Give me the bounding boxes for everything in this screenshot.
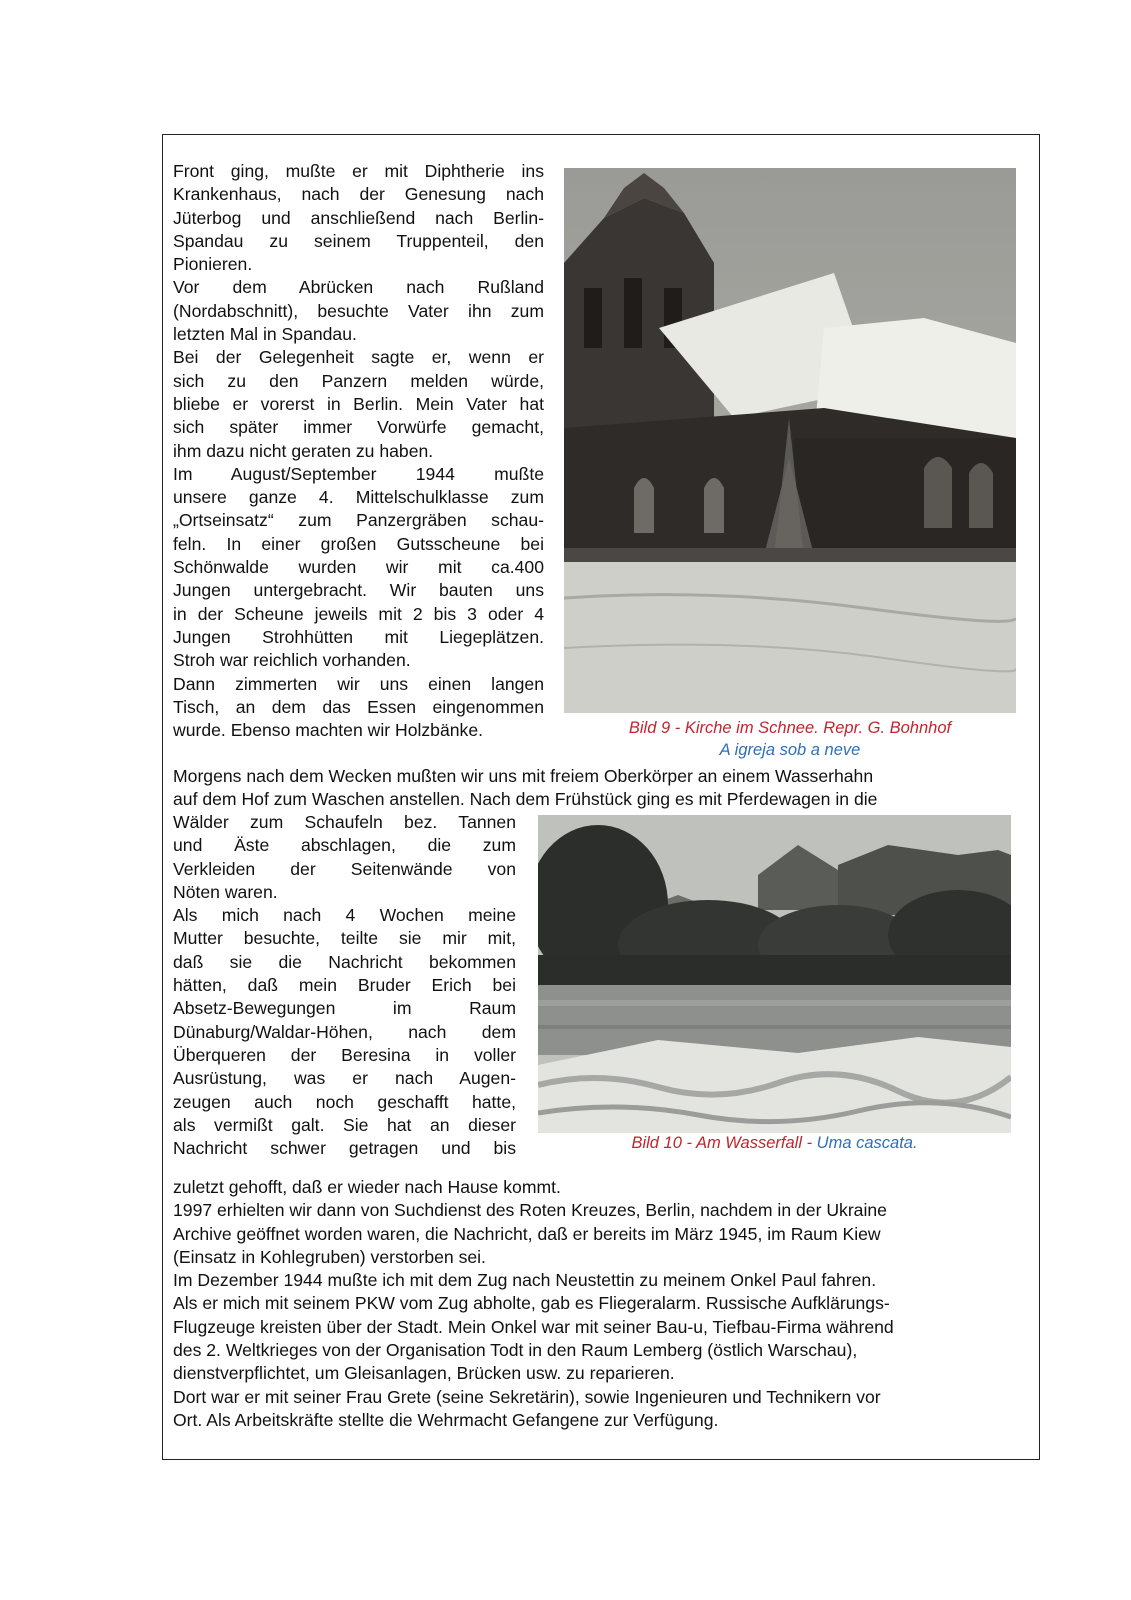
figure2-caption-de: Bild 10 - Am Wasserfall -	[631, 1134, 813, 1152]
text-line: Ort. Als Arbeitskräfte stellte die Wehrmacht Gefangene zur Verfügung.	[173, 1409, 719, 1430]
text-line: Flugzeuge kreisten über der Stadt. Mein Onkel war mit seiner Bau-u, Tiefbau-Firma während	[173, 1316, 894, 1337]
figure1-caption-pt	[564, 740, 1016, 761]
text-line: Nöten waren.	[173, 881, 278, 902]
figure1-caption-de-text: Bild 9 - Kirche im Schnee. Repr. G. Bohnhof	[628, 719, 952, 737]
text-line: Archive geöffnet worden waren, die Nachricht, daß er bereits im März 1945, im Raum Kiew	[173, 1223, 881, 1244]
text-line: bliebe er vorerst in Berlin. Mein Vater hat	[173, 393, 544, 414]
text-line: Jüterbog und anschließend nach Berlin-	[173, 207, 544, 228]
figure2-caption	[538, 1133, 1011, 1154]
text-line: sich später immer Vorwürfe gemacht,	[173, 417, 544, 438]
text-line: Nachricht schwer getragen und bis	[173, 1138, 516, 1159]
text-block-2	[173, 811, 516, 1160]
text-line: auf dem Hof zum Waschen anstellen. Nach dem Frühstück ging es mit Pferdewagen in die	[173, 789, 878, 810]
text-line: Als er mich mit seinem PKW vom Zug abholte, gab es Fliegeralarm. Russische Aufklärungs-	[173, 1293, 890, 1314]
text-line: Stroh war reichlich vorhanden.	[173, 650, 411, 671]
text-line: Verkleiden der Seitenwände von	[173, 858, 516, 879]
church-snow-image	[564, 168, 1016, 713]
text-line: zuletzt gehofft, daß er wieder nach Hause kommt.	[173, 1177, 561, 1197]
text-line: Jungen Strohhütten mit Liegeplätzen.	[173, 626, 544, 647]
text-line: Morgens nach dem Wecken mußten wir uns mit freiem Oberkörper an einem Wasserhahn	[173, 766, 874, 786]
text-line: wurde. Ebenso machten wir Holzbänke.	[173, 720, 484, 741]
text-line: Dort war er mit seiner Frau Grete (seine Sekretärin), sowie Ingenieuren und Technikern vor	[173, 1386, 881, 1407]
text-line: Ausrüstung, was er nach Augen-	[173, 1068, 516, 1089]
waterfall-image	[538, 815, 1011, 1133]
text-block-wide-2	[173, 1176, 1031, 1432]
text-line: des 2. Weltkrieges von der Organisation Todt in den Raum Lemberg (östlich Warschau),	[173, 1340, 858, 1361]
text-line: in der Scheune jeweils mit 2 bis 3 oder 4	[173, 603, 544, 624]
text-line: Jungen untergebracht. Wir bauten uns	[173, 580, 544, 601]
figure2-caption-pt: Uma cascata.	[816, 1134, 918, 1152]
text-line: Vor dem Abrücken nach Rußland	[173, 277, 544, 298]
text-line: ihm dazu nicht geraten zu haben.	[173, 440, 434, 461]
text-line: Pionieren.	[173, 254, 253, 275]
text-line: „Ortseinsatz“ zum Panzergräben schau-	[173, 510, 544, 531]
text-line: Dann zimmerten wir uns einen langen	[173, 673, 544, 694]
text-line: dienstverpflichtet, um Gleisanlagen, Brücken usw. zu reparieren.	[173, 1363, 675, 1384]
figure1-caption-pt-text: A igreja sob a neve	[719, 741, 861, 759]
text-line: Überqueren der Beresina in voller	[173, 1044, 516, 1065]
text-block-wide-1	[173, 765, 1031, 812]
figure1-caption-de	[564, 718, 1016, 739]
church-photo	[564, 168, 1016, 713]
text-line: Spandau zu seinem Truppenteil, den	[173, 230, 544, 251]
text-line: Schönwalde wurden wir mit ca.400	[173, 557, 544, 578]
text-line: Dünaburg/Waldar-Höhen, nach dem	[173, 1021, 516, 1042]
text-line: unsere ganze 4. Mittelschulklasse zum	[173, 487, 544, 508]
text-line: Bei der Gelegenheit sagte er, wenn er	[173, 347, 544, 368]
text-line: zeugen auch noch geschafft hatte,	[173, 1091, 516, 1112]
text-line: feln. In einer großen Gutsscheune bei	[173, 533, 544, 554]
text-line: sich zu den Panzern melden würde,	[173, 370, 544, 391]
text-line: daß sie die Nachricht bekommen	[173, 951, 516, 972]
waterfall-photo	[538, 815, 1011, 1133]
text-line: 1997 erhielten wir dann von Suchdienst des Roten Kreuzes, Berlin, nachdem in der Ukraine	[173, 1200, 887, 1221]
text-line: Krankenhaus, nach der Genesung nach	[173, 184, 544, 205]
text-line: hätten, daß mein Bruder Erich bei	[173, 975, 516, 996]
text-line: Als mich nach 4 Wochen meine	[173, 905, 516, 926]
text-line: Absetz-Bewegungen im Raum	[173, 998, 516, 1019]
text-line: Wälder zum Schaufeln bez. Tannen	[173, 812, 516, 832]
text-line: und Äste abschlagen, die zum	[173, 835, 516, 856]
text-line: Im Dezember 1944 mußte ich mit dem Zug nach Neustettin zu meinem Onkel Paul fahren.	[173, 1270, 877, 1291]
text-line: Front ging, mußte er mit Diphtherie ins	[173, 161, 544, 181]
text-line: (Nordabschnitt), besuchte Vater ihn zum	[173, 300, 544, 321]
text-line: letzten Mal in Spandau.	[173, 324, 357, 345]
text-line: als vermißt galt. Sie hat an dieser	[173, 1114, 516, 1135]
text-line: (Einsatz in Kohlegruben) verstorben sei.	[173, 1246, 486, 1267]
text-line: Mutter besuchte, teilte sie mir mit,	[173, 928, 516, 949]
text-line: Tisch, an dem das Essen eingenommen	[173, 696, 544, 717]
text-block-1	[173, 160, 544, 742]
text-line: Im August/September 1944 mußte	[173, 463, 544, 484]
